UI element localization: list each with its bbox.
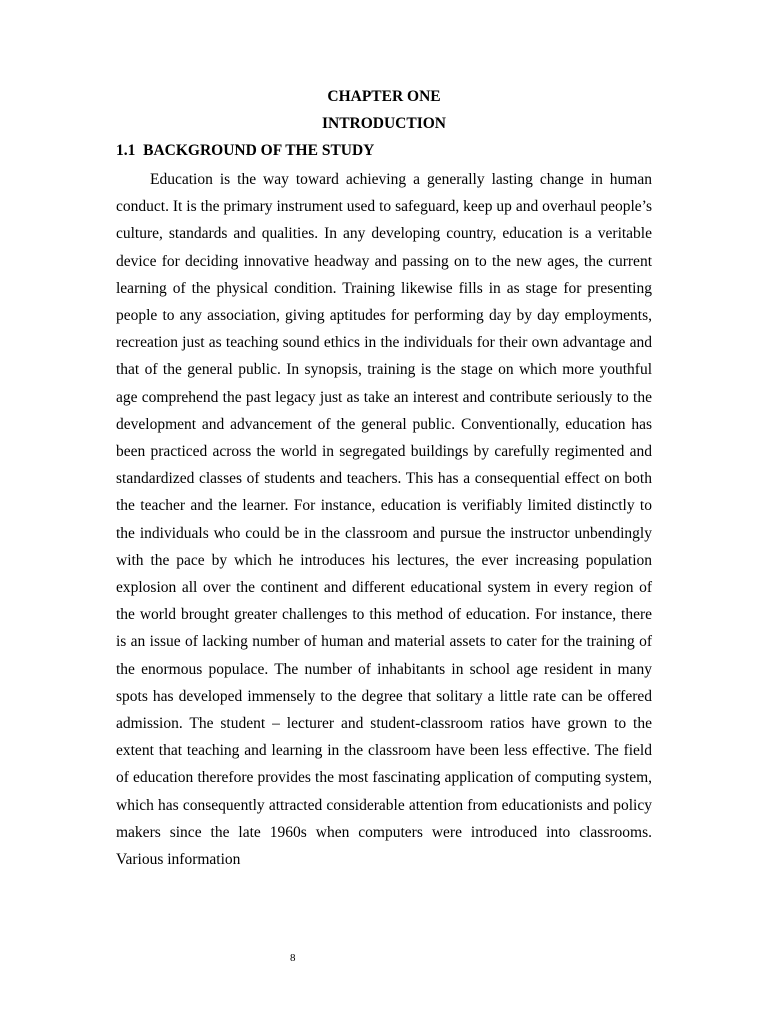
- chapter-subtitle: INTRODUCTION: [321, 115, 446, 132]
- body-paragraph: Education is the way toward achieving a generally lasting change in human conduct. It is the primary instrument used to safeguard, keep up and overhaul people’s culture, standards and qualities. In any developing country, education is a veritable device for deciding innovative headway and passing on to the new ages, the current learning of the physical condition. Training likewise fills in as stage for presenting people to any association, giving aptitudes for performing day by day employments, recreation just as teaching sound ethics in the individuals for their own advantage and that of the general public. In synopsis, training is the stage on which more youthful age comprehend the past legacy just as take an interest and contribute seriously to the development and advancement of the general public. Conventionally, education has been practiced across the world in segregated buildings by carefully regimented and standardized classes of students and teachers. This has a consequential effect on both the teacher and the learner. For instance, education is verifiably limited distinctly to the individuals who could be in the classroom and pursue the instructor unbendingly with the pace by which he introduces his lectures, the ever increasing population explosion all over the continent and different educational system in every region of the world brought greater challenges to this method of education. For instance, there is an issue of lacking number of human and material assets to cater for the training of the enormous populace. The number of inhabitants in school age resident in many spots has developed immensely to the degree that solitary a little rate can be offered admission. The student – lecturer and student-classroom ratios have grown to the extent that teaching and learning in the classroom have been less effective. The field of education therefore provides the most fascinating application of computing system, which has consequently attracted considerable attention from educationists and policy makers since the late 1960s when computers were introduced into classrooms. Various information: [116, 171, 652, 869]
- section-heading: 1.1 BACKGROUND OF THE STUDY: [116, 142, 375, 159]
- chapter-title: CHAPTER ONE: [327, 88, 441, 105]
- page-number: 8: [290, 952, 296, 964]
